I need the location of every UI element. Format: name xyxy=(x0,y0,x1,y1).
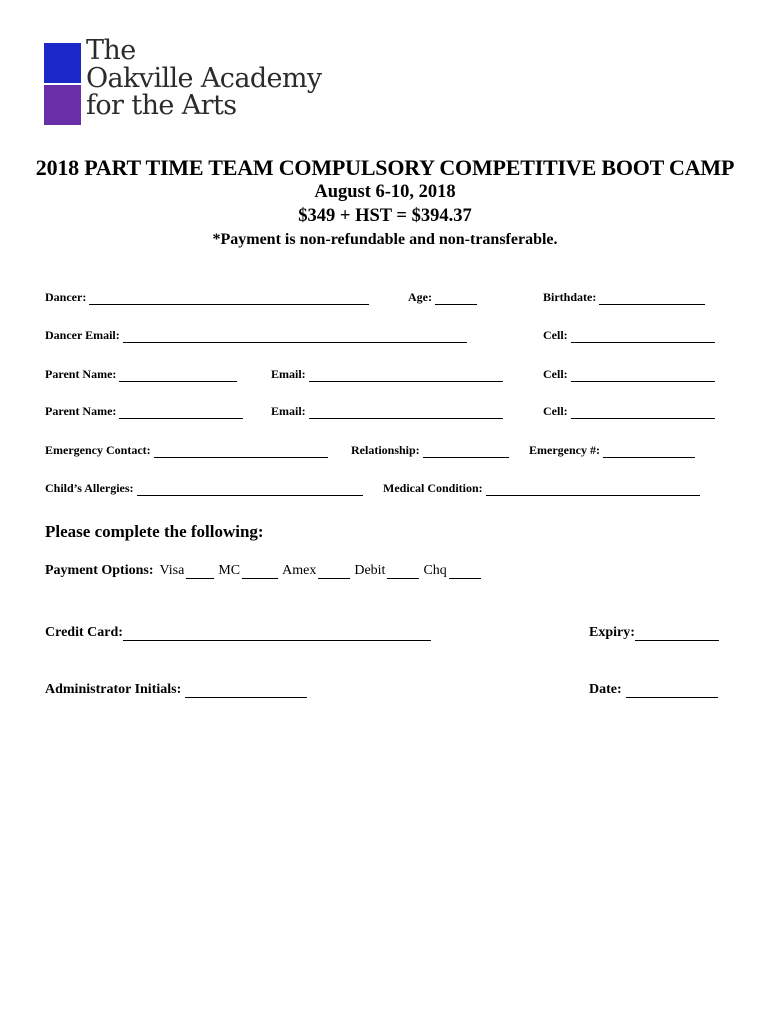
parent-cell-label-1: Cell: xyxy=(543,367,568,381)
expiry-input-line[interactable] xyxy=(635,627,719,641)
camp-price: $349 + HST = $394.37 xyxy=(298,206,472,226)
birthdate-field xyxy=(543,290,705,305)
emergency-number-label: Emergency #: xyxy=(529,443,600,457)
form-title: 2018 PART TIME TEAM COMPULSORY COMPETITIVE BOOT CAMP xyxy=(35,155,735,180)
parent-name-label-1: Parent Name: xyxy=(45,367,117,381)
payment-option-amex: Amex xyxy=(282,563,317,578)
medical-field xyxy=(383,481,700,496)
emergency-number-field xyxy=(529,443,695,458)
relationship-field xyxy=(351,443,509,458)
parent-name-input-line-1[interactable] xyxy=(119,370,237,382)
refund-note: *Payment is non-refundable and non-transferable. xyxy=(212,231,558,248)
parent-email-input-line-1[interactable] xyxy=(309,370,503,382)
visa-input-line[interactable] xyxy=(186,565,214,579)
allergies-input-line[interactable] xyxy=(137,484,363,496)
logo-purple-square xyxy=(44,85,81,125)
age-label: Age: xyxy=(408,290,432,304)
parent-email-input-line-2[interactable] xyxy=(309,407,503,419)
parent-email-field-1 xyxy=(271,367,503,382)
birthdate-input-line[interactable] xyxy=(599,293,705,305)
dancer-email-input-line[interactable] xyxy=(123,331,467,343)
mc-input-line[interactable] xyxy=(242,565,278,579)
dancer-input-line[interactable] xyxy=(89,293,369,305)
payment-option-debit: Debit xyxy=(354,563,386,578)
dancer-cell-field xyxy=(543,328,715,343)
allergies-label: Child’s Allergies: xyxy=(45,481,134,495)
logo-line-1: The xyxy=(86,35,136,66)
dancer-email-field xyxy=(45,328,467,343)
payment-option-mc: MC xyxy=(218,563,241,578)
parent-email-label-1: Email: xyxy=(271,367,306,381)
payment-options-label: Payment Options: xyxy=(45,563,154,578)
chq-input-line[interactable] xyxy=(449,565,481,579)
section-heading: Please complete the following: xyxy=(45,522,264,541)
admin-initials-input-line[interactable] xyxy=(185,684,307,698)
emergency-contact-label: Emergency Contact: xyxy=(45,443,151,457)
logo-blue-square xyxy=(44,43,81,83)
medical-label: Medical Condition: xyxy=(383,481,483,495)
parent-cell-input-line-1[interactable] xyxy=(571,370,715,382)
dancer-email-label: Dancer Email: xyxy=(45,328,120,342)
dancer-cell-input-line[interactable] xyxy=(571,331,715,343)
expiry-field xyxy=(589,625,719,641)
emergency-contact-field xyxy=(45,443,328,458)
payment-options-row xyxy=(45,563,485,579)
parent-cell-field-2 xyxy=(543,404,715,419)
parent-email-field-2 xyxy=(271,404,503,419)
parent-email-label-2: Email: xyxy=(271,404,306,418)
payment-option-chq: Chq xyxy=(423,563,447,578)
medical-input-line[interactable] xyxy=(486,484,700,496)
parent-name-input-line-2[interactable] xyxy=(119,407,243,419)
parent-name-label-2: Parent Name: xyxy=(45,404,117,418)
date-input-line[interactable] xyxy=(626,684,718,698)
parent-name-field-2 xyxy=(45,404,243,419)
age-input-line[interactable] xyxy=(435,293,477,305)
allergies-field xyxy=(45,481,363,496)
admin-initials-label: Administrator Initials: xyxy=(45,682,182,697)
camp-dates: August 6-10, 2018 xyxy=(314,182,456,202)
parent-cell-field-1 xyxy=(543,367,715,382)
dancer-cell-label: Cell: xyxy=(543,328,568,342)
expiry-label: Expiry: xyxy=(589,625,635,640)
parent-cell-input-line-2[interactable] xyxy=(571,407,715,419)
payment-option-visa: Visa xyxy=(159,563,185,578)
date-label: Date: xyxy=(589,682,622,697)
dancer-label: Dancer: xyxy=(45,290,87,304)
parent-name-field-1 xyxy=(45,367,237,382)
relationship-label: Relationship: xyxy=(351,443,420,457)
credit-card-field xyxy=(45,625,431,641)
birthdate-label: Birthdate: xyxy=(543,290,597,304)
amex-input-line[interactable] xyxy=(318,565,350,579)
academy-logo xyxy=(44,35,344,127)
relationship-input-line[interactable] xyxy=(423,446,509,458)
age-field xyxy=(408,290,477,305)
credit-card-input-line[interactable] xyxy=(123,627,431,641)
logo-line-3: for the Arts xyxy=(86,90,237,121)
logo-line-2: Oakville Academy xyxy=(86,62,322,94)
emergency-number-input-line[interactable] xyxy=(603,446,695,458)
parent-cell-label-2: Cell: xyxy=(543,404,568,418)
logo-wordmark xyxy=(86,37,322,120)
credit-card-label: Credit Card: xyxy=(45,625,123,640)
debit-input-line[interactable] xyxy=(387,565,419,579)
emergency-contact-input-line[interactable] xyxy=(154,446,328,458)
dancer-field xyxy=(45,290,369,305)
date-field xyxy=(589,682,718,698)
admin-initials-field xyxy=(45,682,307,698)
